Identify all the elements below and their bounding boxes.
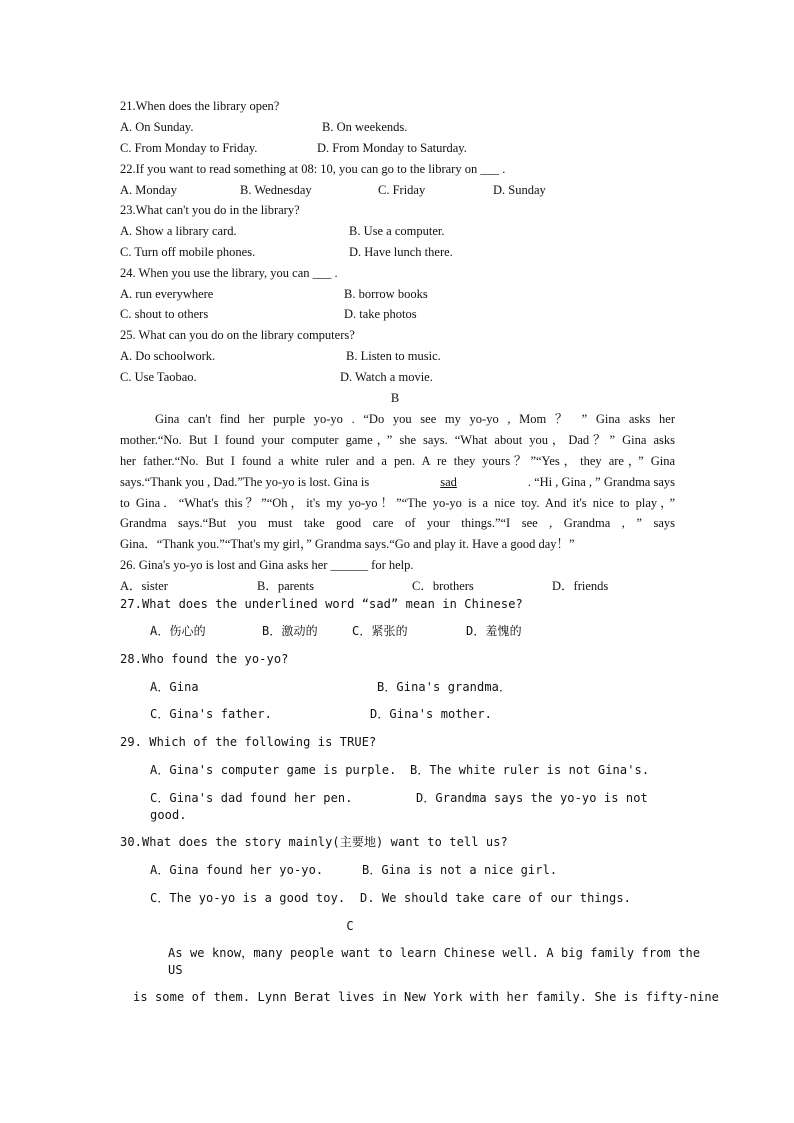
section-c-heading: C bbox=[346, 919, 354, 933]
q23-option-a: A. Show a library card. bbox=[120, 224, 237, 238]
q23-stem: 23.What can't you do in the library? bbox=[120, 203, 300, 217]
q22-option-c: C. Friday bbox=[378, 183, 426, 197]
q27-option-d: D．羞愧的 bbox=[466, 624, 522, 638]
q23-option-b: B. Use a computer. bbox=[349, 224, 445, 238]
q30-option-c: C．The yo-yo is a good toy. bbox=[150, 891, 346, 905]
q24-option-a: A. run everywhere bbox=[120, 287, 214, 301]
q26-option-d: D．friends bbox=[552, 579, 609, 593]
q27-stem: 27.What does the underlined word “sad” mean in Chinese? bbox=[120, 597, 523, 611]
q25-option-a: A. Do schoolwork. bbox=[120, 349, 216, 363]
q29-option-d-continued: good. bbox=[150, 808, 187, 822]
q22-stem: 22.If you want to read something at 08: 10, you can go to the library on ___ . bbox=[120, 162, 506, 176]
q25-option-b: B. Listen to music. bbox=[346, 349, 441, 363]
q21-stem: 21.When does the library open? bbox=[120, 99, 280, 113]
q21-option-d: D. From Monday to Saturday. bbox=[317, 141, 467, 155]
q30-option-a: A．Gina found her yo-yo. bbox=[150, 863, 324, 877]
q24-stem: 24. When you use the library, you can ___ . bbox=[120, 266, 338, 280]
passage-c-line-2: is some of them. Lynn Berat lives in New York with her family. She is fifty-nine bbox=[133, 990, 719, 1004]
q26-option-b: B．parents bbox=[257, 579, 314, 593]
q27-option-c: C．紧张的 bbox=[352, 624, 408, 638]
q23-option-d: D. Have lunch there. bbox=[349, 245, 453, 259]
q28-option-d: D．Gina's mother. bbox=[370, 707, 492, 721]
passage-b-line-3: her father.“No. But I found a white ruler and a pen. A re they yours？”“Yes，they are，” Gina bbox=[120, 454, 675, 468]
q29-option-a: A．Gina's computer game is purple. bbox=[150, 763, 397, 777]
q22-option-b: B. Wednesday bbox=[240, 183, 312, 197]
section-b-heading: B bbox=[390, 391, 400, 405]
passage-b-line-1: Gina can't find her purple yo-yo . “Do you see my yo-yo , Mom ？ ” Gina asks her bbox=[155, 412, 675, 426]
q26-option-a: A．sister bbox=[120, 579, 168, 593]
q29-option-d: D．Grandma says the yo-yo is not bbox=[416, 791, 648, 805]
q30-stem: 30.What does the story mainly(主要地) want to tell us? bbox=[120, 835, 508, 849]
q21-option-a: A. On Sunday. bbox=[120, 120, 194, 134]
q29-stem: 29. Which of the following is TRUE? bbox=[120, 735, 377, 749]
q30-option-d: D. We should take care of our things. bbox=[360, 891, 632, 905]
q22-option-d: D. Sunday bbox=[493, 183, 546, 197]
passage-b-line-2: mother.“No. But I found your computer game，” she says. “What about you，Dad？” Gina asks bbox=[120, 433, 675, 447]
q29-option-b: B．The white ruler is not Gina's. bbox=[410, 763, 650, 777]
passage-c-line-1-continued: US bbox=[168, 963, 183, 977]
underlined-word-sad: sad bbox=[440, 475, 457, 489]
q22-option-a: A. Monday bbox=[120, 183, 177, 197]
q25-stem: 25. What can you do on the library computers? bbox=[120, 328, 355, 342]
q28-option-c: C．Gina's father. bbox=[150, 707, 272, 721]
q24-option-d: D. take photos bbox=[344, 307, 417, 321]
q27-option-b: B．激动的 bbox=[262, 624, 318, 638]
q21-option-b: B. On weekends. bbox=[322, 120, 408, 134]
passage-b-line-5: to Gina．“What's this？”“Oh，it's my yo-yo！”“The yo-yo is a nice toy. And it's nice to play，” bbox=[120, 496, 675, 510]
passage-b-line-4-head: says.“Thank you , Dad.”The yo-yo is lost. Gina is bbox=[120, 475, 370, 489]
q24-option-b: B. borrow books bbox=[344, 287, 428, 301]
q26-option-c: C．brothers bbox=[412, 579, 474, 593]
q24-option-c: C. shout to others bbox=[120, 307, 209, 321]
q23-option-c: C. Turn off mobile phones. bbox=[120, 245, 256, 259]
passage-b-line-6: Grandma says.“But you must take good care of your things.”“I see , Grandma , ” says bbox=[120, 516, 675, 530]
passage-c-line-1: As we know，many people want to learn Chinese well. A big family from the bbox=[168, 946, 701, 960]
q30-option-b: B．Gina is not a nice girl. bbox=[362, 863, 558, 877]
q21-option-c: C. From Monday to Friday. bbox=[120, 141, 258, 155]
q25-option-c: C. Use Taobao. bbox=[120, 370, 197, 384]
passage-b-line-4-tail: . “Hi , Gina , ” Grandma says bbox=[527, 475, 675, 489]
q27-option-a: A．伤心的 bbox=[150, 624, 206, 638]
passage-b-line-7: Gina．“Thank you.”“That's my girl，” Grandma says.“Go and play it. Have a good day！” bbox=[120, 537, 575, 551]
q28-option-b: B．Gina's grandma． bbox=[377, 680, 512, 694]
q26-stem: 26. Gina's yo-yo is lost and Gina asks her ______ for help. bbox=[120, 558, 414, 572]
passage-b-line-4 bbox=[120, 474, 675, 490]
q29-option-c: C．Gina's dad found her pen. bbox=[150, 791, 353, 805]
q25-option-d: D. Watch a movie. bbox=[340, 370, 433, 384]
q28-option-a: A．Gina bbox=[150, 680, 199, 694]
q28-stem: 28.Who found the yo-yo? bbox=[120, 652, 289, 666]
